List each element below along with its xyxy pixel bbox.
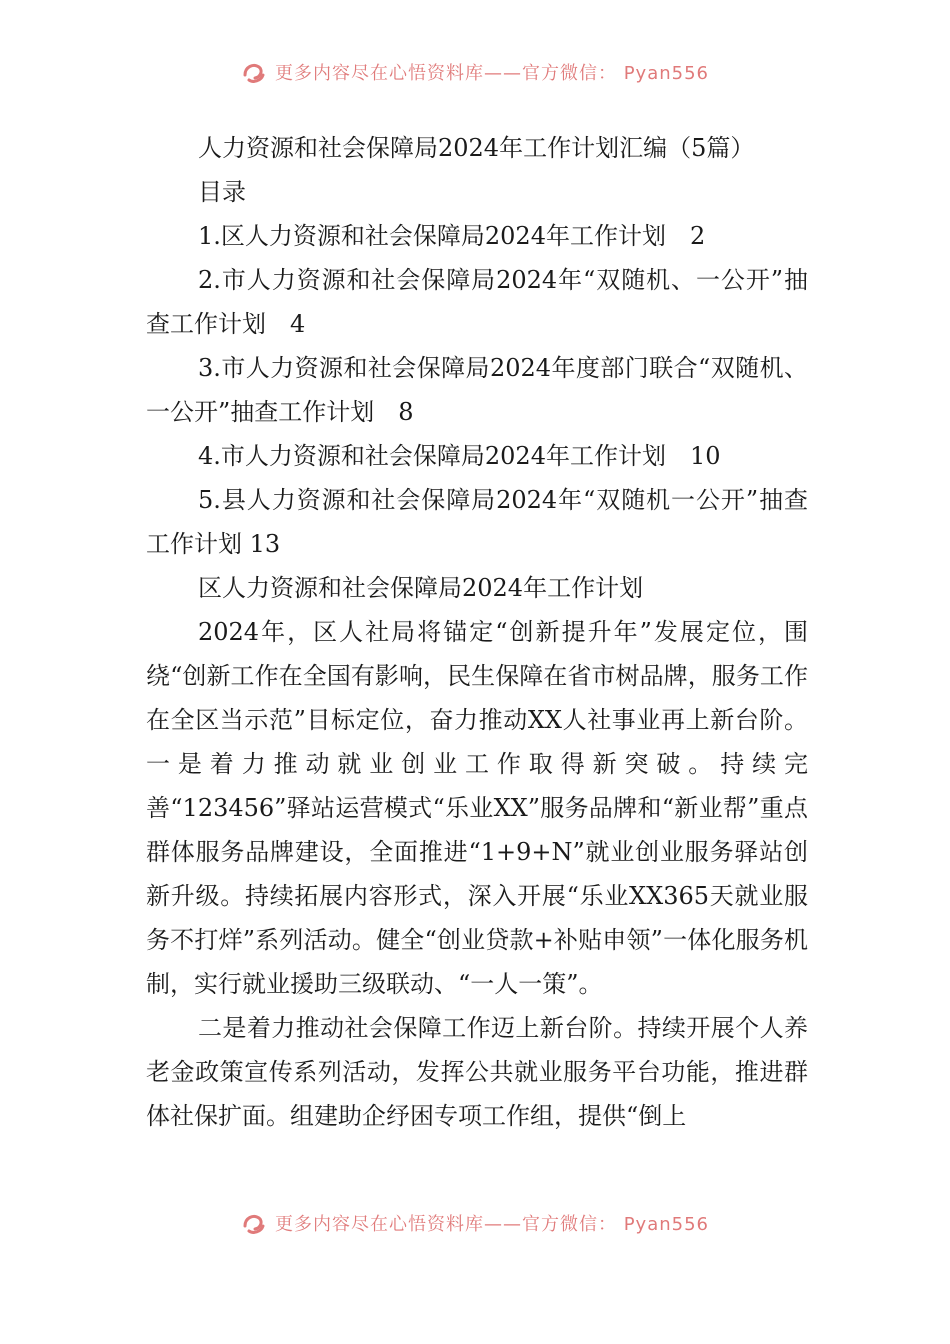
toc-item-1: 1.区人力资源和社会保障局2024年工作计划 2 [198,222,706,250]
toc-item-2: 2.市人力资源和社会保障局2024年“双随机、一公开”抽查工作计划 4 [146,266,808,338]
toc-heading: 目录 [198,178,246,206]
toc-item-3: 3.市人力资源和社会保障局2024年度部门联合“双随机、一公开”抽查工作计划 8 [146,354,808,426]
watermark-header [0,52,950,92]
toc-item-4: 4.市人力资源和社会保障局2024年工作计划 10 [198,442,721,470]
document-page [146,126,808,1138]
body-paragraph-2: 二是着力推动社会保障工作迈上新台阶。持续开展个人养老金政策宣传系列活动，发挥公共就业服务平台功能，推进群体社保扩面。组建助企纾困专项工作组，提供“倒上 [146,1014,808,1130]
brand-logo-icon [241,59,267,85]
watermark-text: 更多内容尽在心悟资料库——官方微信： Pyan556 [274,1214,710,1235]
document-title: 人力资源和社会保障局2024年工作计划汇编（5篇） [198,134,755,162]
watermark-text: 更多内容尽在心悟资料库——官方微信： Pyan556 [274,63,710,84]
watermark-footer [0,1203,950,1243]
body-paragraph-1: 2024年，区人社局将锚定“创新提升年”发展定位，围绕“创新工作在全国有影响，民生保障在省市树品牌，服务工作在全区当示范”目标定位，奋力推动XX人社事业再上新台阶。一是着力推动就业创业工作取得新突破。持续完善“123456”驿站运营模式“乐业XX”服务品牌和“新业帮”重点群体服务品牌建设，全面推进“1+9+N”就业创业服务驿站创新升级。持续拓展内容形式，深入开展“乐业XX365天就业服务不打烊”系列活动。健全“创业贷款+补贴申领”一体化服务机制，实行就业援助三级联动、“一人一策”。 [146,618,808,998]
toc-item-5: 5.县人力资源和社会保障局2024年“双随机一公开”抽查工作计划 13 [146,486,808,558]
brand-logo-icon [241,1210,267,1236]
section-title: 区人力资源和社会保障局2024年工作计划 [198,574,644,602]
